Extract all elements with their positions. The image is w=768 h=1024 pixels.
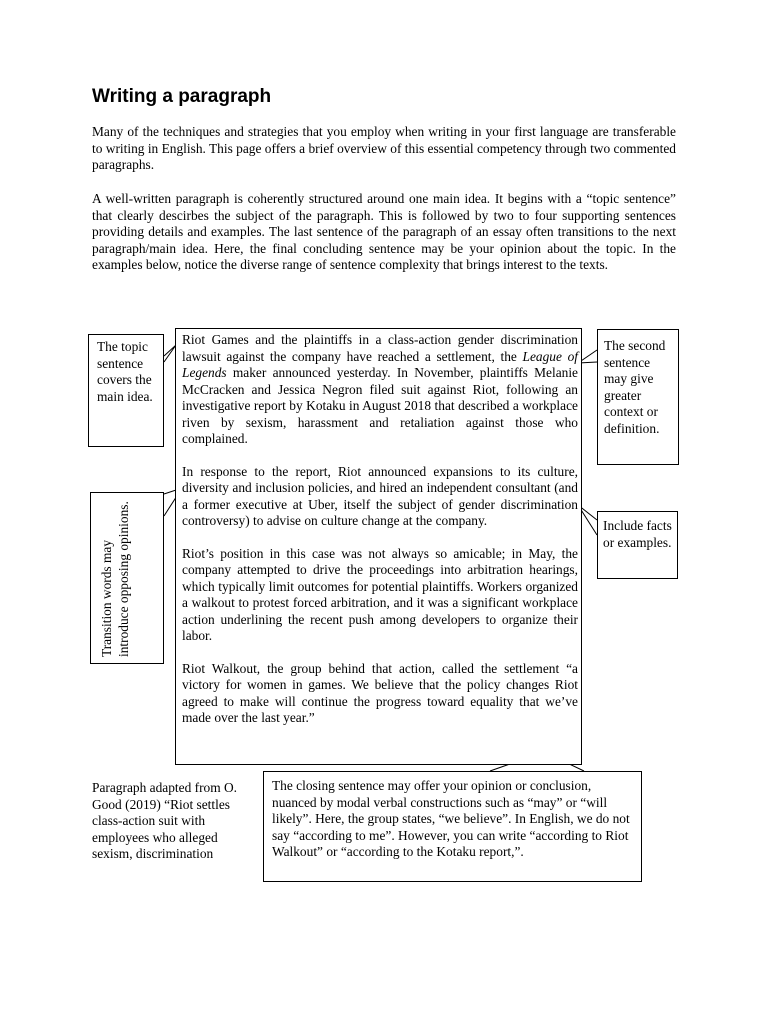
example-p1-start: Riot Games and the plaintiffs in a class-action gender discrimination lawsuit against the company have reached a settlement, the (182, 332, 578, 364)
callout-facts-examples (597, 511, 678, 579)
callout-closing-sentence (263, 771, 642, 882)
page-title: Writing a paragraph (92, 86, 272, 107)
source-citation: Paragraph adapted from O. Good (2019) “Riot settles class-action suit with employees who alleged sexism, discrimination (92, 780, 238, 861)
intro-paragraph-1: Many of the techniques and strategies that you employ when writing in your first language are transferable to writing in English. This page offers a brief overview of this essential competency through two commented paragraphs. (92, 124, 676, 172)
example-paragraph-box (175, 328, 582, 765)
callout-topic-text: The topic sentence covers the main idea. (97, 339, 153, 404)
example-p1-end: maker announced yesterday. In November, plaintiffs Melanie McCracken and Jessica Negron filed suit against Riot, following an investigative report by Kotaku in August 2018 that described a workplace riven by sexism, harassment and retaliation against those who complained. (182, 365, 578, 446)
example-paragraph-4: Riot Walkout, the group behind that action, called the settlement “a victory for women in games. We believe that the policy changes Riot agreed to make will continue the progress toward equality that we’ve made over the last year.” (182, 660, 578, 725)
intro-paragraph-2: A well-written paragraph is coherently structured around one main idea. It begins with a “topic sentence” that clearly descirbes the subject of the paragraph. This is followed by two to four supporting sentences providing details and examples. The last sentence of the paragraph of an essay often transitions to the next paragraph/main idea. Here, the final concluding sentence may be your opinion about the topic. In the examples below, notice the diverse range of sentence complexity that brings interest to the texts. (92, 191, 676, 272)
callout-facts-text: Include facts or examples. (603, 518, 672, 550)
example-paragraph-2: In response to the report, Riot announced expansions to its culture, diversity and inclusion policies, and hired an independent consultant (and a former executive at Uber, itself the subject of gender discrimination controversy) to advise on culture change at the company. (182, 463, 578, 528)
callout-closing-text: The closing sentence may offer your opinion or conclusion, nuanced by modal verbal constructions such as “may” or “will likely”. Here, the group states, “we believe”. In English, we do not say “according to me”. However, you can write “according to Riot Walkout” or “according to the Kotaku report,”. (272, 778, 630, 859)
example-paragraph-1 (182, 332, 578, 448)
callout-topic-sentence (88, 334, 164, 447)
callout-transition-words (90, 492, 164, 664)
callout-transition-text: Transition words may introduce opposing opinions. (99, 501, 131, 657)
example-paragraph-3: Riot’s position in this case was not always so amicable; in May, the company attempted to drive the proceedings into arbitration hearings, which typically limit outcomes for potential plaintiffs. Workers organized a walkout to protest forced arbitration, and it was a significant workplace action underlining the recent push among developers to organize their labor. (182, 545, 578, 643)
example-p1-italic-title: League of Legends (182, 348, 578, 380)
callout-second-sentence (597, 329, 679, 465)
callout-second-text: The second sentence may give greater context or definition. (604, 338, 666, 436)
